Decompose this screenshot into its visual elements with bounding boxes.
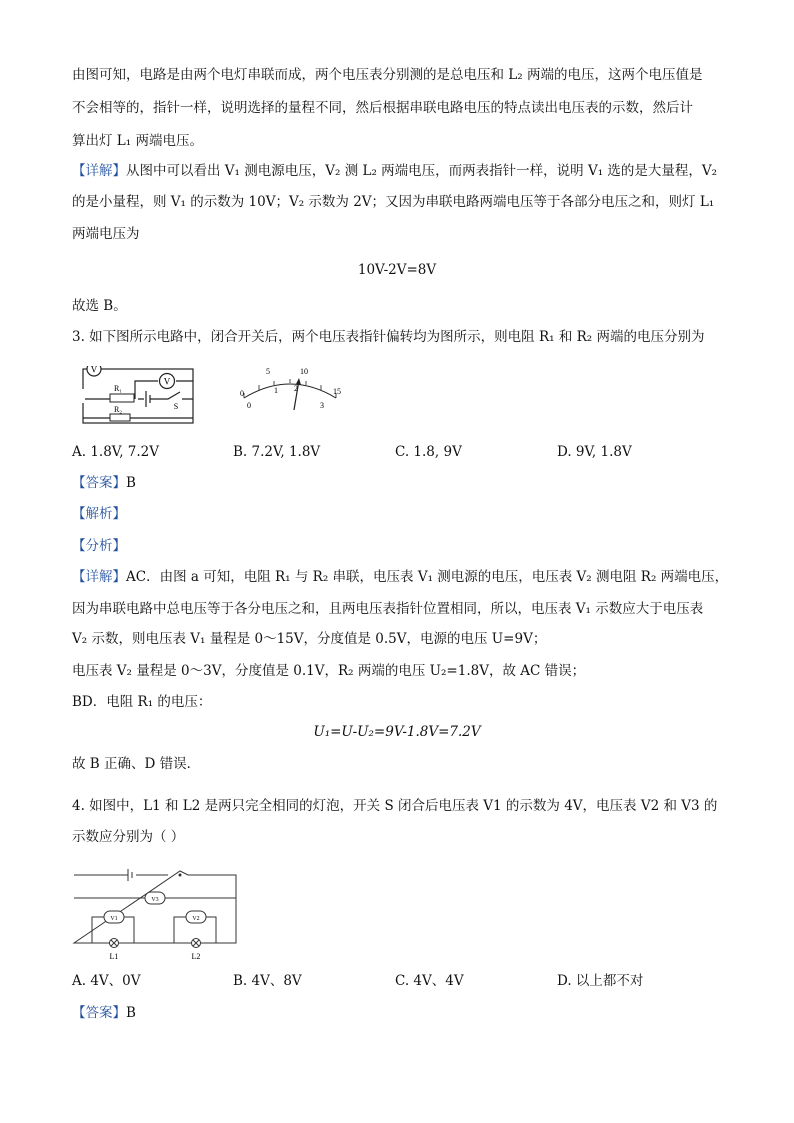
answer-tag: 【答案】 <box>72 475 126 491</box>
l2-label: L2 <box>191 952 201 961</box>
q4-circuit-diagram <box>70 865 240 961</box>
r1-label: R₁ <box>113 384 123 393</box>
q4-option-d: D. 以上都不对 <box>557 973 644 989</box>
lamp-l1 <box>110 939 119 948</box>
q3-detail-line-5: BD．电阻 R₁ 的电压： <box>72 694 212 710</box>
q3-detail-line-1 <box>72 568 728 586</box>
analysis-line-3: 算出灯 L₁ 两端电压。 <box>72 133 203 149</box>
q3-jiexi <box>72 505 126 523</box>
v1-label: V <box>90 366 98 375</box>
dial-bottom-0: 0 <box>247 401 251 410</box>
dial-bottom-2: 2 <box>294 384 298 393</box>
analysis-line-2: 不会相等的，指针一样，说明选择的量程不同，然后根据串联电路电压的特点读出电压表的示数，然后计 <box>72 100 693 116</box>
dial-top-0: 0 <box>240 389 244 398</box>
q4-option-c: C. 4V、4V <box>395 973 464 989</box>
v2-q4-label: V2 <box>192 916 200 922</box>
v2-label: V <box>163 376 171 387</box>
q4-answer-value: B <box>126 1005 136 1021</box>
r1-resistor <box>110 394 134 402</box>
q3-option-d: D. 9V, 1.8V <box>557 444 632 460</box>
q4-option-a: A. 4V、0V <box>72 973 141 989</box>
dial-top-10: 10 <box>300 367 308 376</box>
equation: 10V-2V=8V <box>357 262 437 278</box>
switch-label: S <box>173 402 179 411</box>
v3-label: V3 <box>151 897 159 903</box>
q3-circuit-diagram <box>80 366 196 426</box>
detail-line-2: 的是小量程，则 V₁ 的示数为 10V；V₂ 示数为 2V；又因为串联电路两端电压等于各部分电压之和，则灯 L₁ <box>72 194 715 210</box>
lamp-l2 <box>192 939 201 948</box>
analysis-line-1: 由图可知，电路是由两个电灯串联而成，两个电压表分别测的是总电压和 L₂ 两端的电压，这两个电压值是 <box>72 67 703 83</box>
detail-text: 从图中可以看出 V₁ 测电源电压，V₂ 测 L₂ 两端电压，而两表指针一样，说明 V₁ 选的是大量程，V₂ <box>126 163 718 179</box>
q3-option-c: C. 1.8, 9V <box>395 444 462 460</box>
dial-top-15: 15 <box>333 387 341 396</box>
l1-label: L1 <box>109 952 119 961</box>
r2-label: R₂ <box>113 405 123 414</box>
q3-detail-line-2: 因为串联电路中总电压等于各分电压之和，且两电压表指针位置相同，所以，电压表 V₁ 示数应大于电压表 <box>72 601 704 617</box>
answer-value: B <box>126 475 136 491</box>
detail-line-1 <box>72 162 717 180</box>
q3-detail-line-4: 电压表 V₂ 量程是 0～3V，分度值是 0.1V，R₂ 两端的电压 U₂=1.8V，故 AC 错误； <box>72 663 586 679</box>
v1-q4-label: V1 <box>110 916 118 922</box>
q3-detail-line-3: V₂ 示数，则电压表 V₁ 量程是 0～15V，分度值是 0.5V，电源的电压 U=9V； <box>72 631 547 647</box>
q4-answer <box>72 1004 136 1022</box>
conclusion: 故选 B。 <box>72 298 127 314</box>
voltmeter-dial <box>230 364 346 412</box>
q3-stem: 3. 如下图所示电路中，闭合开关后，两个电压表指针偏转均为图所示，则电阻 R₁ 和 R₂ 两端的电压分别为 <box>72 329 705 345</box>
jiexi-tag: 【解析】 <box>72 506 126 522</box>
q3-option-a: A. 1.8V, 7.2V <box>72 444 159 460</box>
q3-answer <box>72 474 136 492</box>
q3-fenxi <box>72 537 126 555</box>
detail-tag: 【详解】 <box>72 163 126 179</box>
q4-option-b: B. 4V、8V <box>233 973 302 989</box>
detail-line-3: 两端电压为 <box>72 226 140 242</box>
fenxi-tag: 【分析】 <box>72 538 126 554</box>
dial-bottom-3: 3 <box>320 401 324 410</box>
q3-conclusion: 故 B 正确、D 错误． <box>72 756 201 772</box>
q3-detail-text: AC．由图 a 可知，电阻 R₁ 与 R₂ 串联，电压表 V₁ 测电源的电压，电压表 V₂ 测电阻 R₂ 两端电压， <box>126 569 729 585</box>
q3-equation: U₁=U-U₂=9V-1.8V=7.2V <box>313 724 481 740</box>
dial-bottom-1: 1 <box>274 386 278 395</box>
r2-resistor <box>110 414 130 421</box>
q4-stem-line-2: 示数应分别为（ ） <box>72 829 185 845</box>
dial-top-5: 5 <box>266 367 270 376</box>
q3-detail-tag: 【详解】 <box>72 569 126 585</box>
q4-answer-tag: 【答案】 <box>72 1005 126 1021</box>
q4-stem-line-1: 4. 如图中，L1 和 L2 是两只完全相同的灯泡，开关 S 闭合后电压表 V1 的示数为 4V，电压表 V2 和 V3 的 <box>72 798 718 814</box>
q3-option-b: B. 7.2V, 1.8V <box>233 444 321 460</box>
